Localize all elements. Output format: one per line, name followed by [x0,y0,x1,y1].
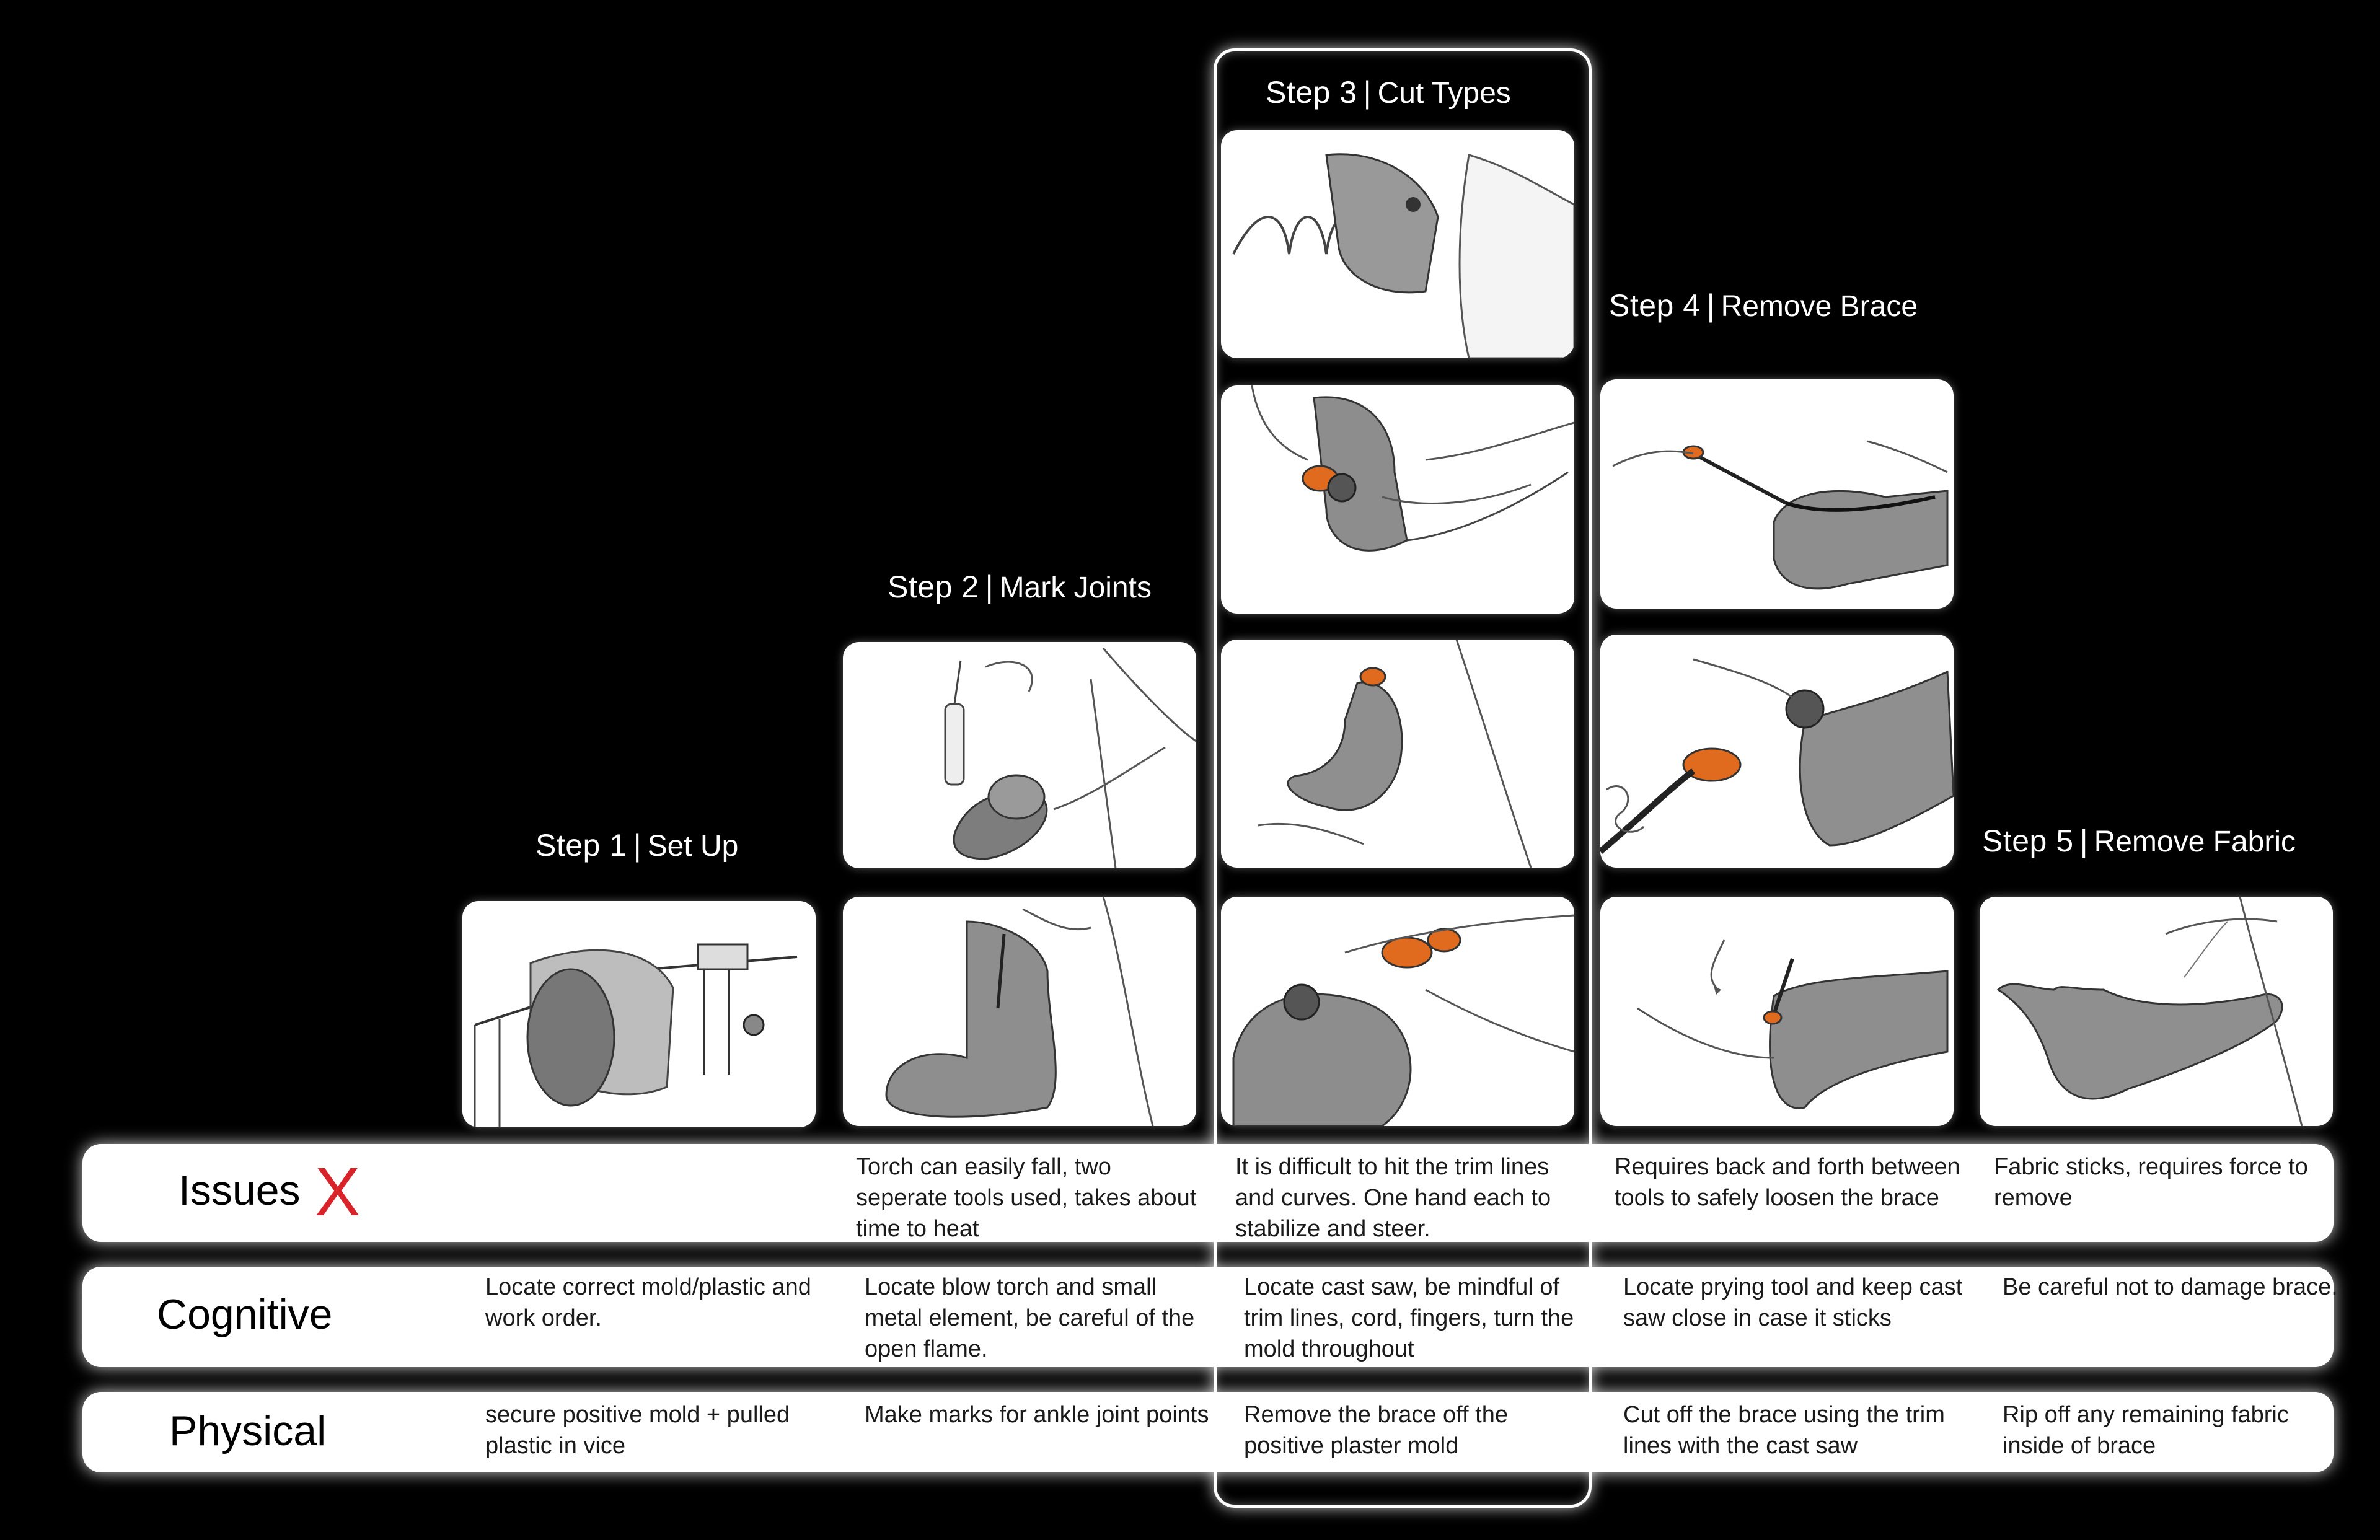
issues-label: Issues [178,1167,301,1214]
step-4-illustration-saw [1600,635,1954,868]
step-number: Step 3 [1266,75,1357,110]
step-3-illustration-cut-3 [1221,640,1574,868]
step-4-illustration-pry [1600,379,1954,609]
step-separator: | [1363,75,1372,110]
physical-cell-step-3: Remove the brace off the positive plaster mold [1244,1402,1508,1459]
issues-cell-step-4: Requires back and forth between tools to safely loosen the brace [1615,1154,1960,1211]
cognitive-cell-step-3: Locate cast saw, be mindful of trim lines, cord, fingers, turn the mold throughout [1244,1274,1574,1362]
physical-cell-step-1: secure positive mold + pulled plastic in vice [485,1402,790,1459]
physical-cell-step-5: Rip off any remaining fabric inside of brace [2003,1402,2289,1459]
step-separator: | [1706,288,1715,323]
step-2-title [888,569,1152,605]
step-name: Cut Types [1377,77,1511,110]
physical-row [82,1392,2334,1472]
step-3-illustration-cut-4 [1221,897,1574,1126]
cognitive-row [82,1267,2338,1367]
step-name: Remove Fabric [2094,825,2296,858]
step-5-title [1982,823,2296,859]
cognitive-cell-step-1: Locate correct mold/plastic and work order. [485,1274,811,1331]
step-3-illustration-cut-1 [1221,130,1574,358]
step-number: Step 5 [1982,824,2074,858]
step-2-illustration-marking [843,897,1196,1126]
step-3-illustration-cut-2 [1221,385,1574,614]
cognitive-cell-step-4: Locate prying tool and keep cast saw close in case it sticks [1623,1274,1963,1331]
issues-row [82,1144,2334,1242]
physical-cell-step-2: Make marks for ankle joint points [865,1402,1209,1428]
cognitive-cell-step-2: Locate blow torch and small metal element, be careful of the open flame. [865,1274,1195,1362]
step-1-title [536,827,738,863]
step-5-illustration-fabric [1980,897,2333,1126]
cognitive-label: Cognitive [157,1291,333,1338]
step-number: Step 4 [1609,288,1701,323]
cognitive-cell-step-5: Be careful not to damage brace. [2003,1274,2338,1300]
physical-cell-step-4: Cut off the brace using the trim lines with the cast saw [1623,1402,1945,1459]
step-separator: | [985,570,994,604]
step-name: Set Up [647,830,739,863]
issues-x-icon: X [315,1154,361,1230]
issues-cell-step-5: Fabric sticks, requires force to remove [1994,1154,2308,1211]
step-4-illustration-release [1600,897,1954,1126]
step-separator: | [2079,824,2088,858]
step-separator: | [633,828,641,863]
step-number: Step 2 [888,570,979,604]
step-4-title [1609,288,1918,323]
step-name: Remove Brace [1721,290,1918,323]
issues-cell-step-2: Torch can easily fall, two seperate tools used, takes about time to heat [856,1154,1197,1242]
physical-label: Physical [169,1407,327,1454]
step-name: Mark Joints [999,571,1152,604]
step-1-illustration-vice-setup [462,901,816,1127]
step-number: Step 1 [536,828,627,863]
issues-cell-step-3: It is difficult to hit the trim lines and curves. One hand each to stabilize and steer. [1235,1154,1551,1242]
step-2-illustration-torch [843,642,1196,868]
